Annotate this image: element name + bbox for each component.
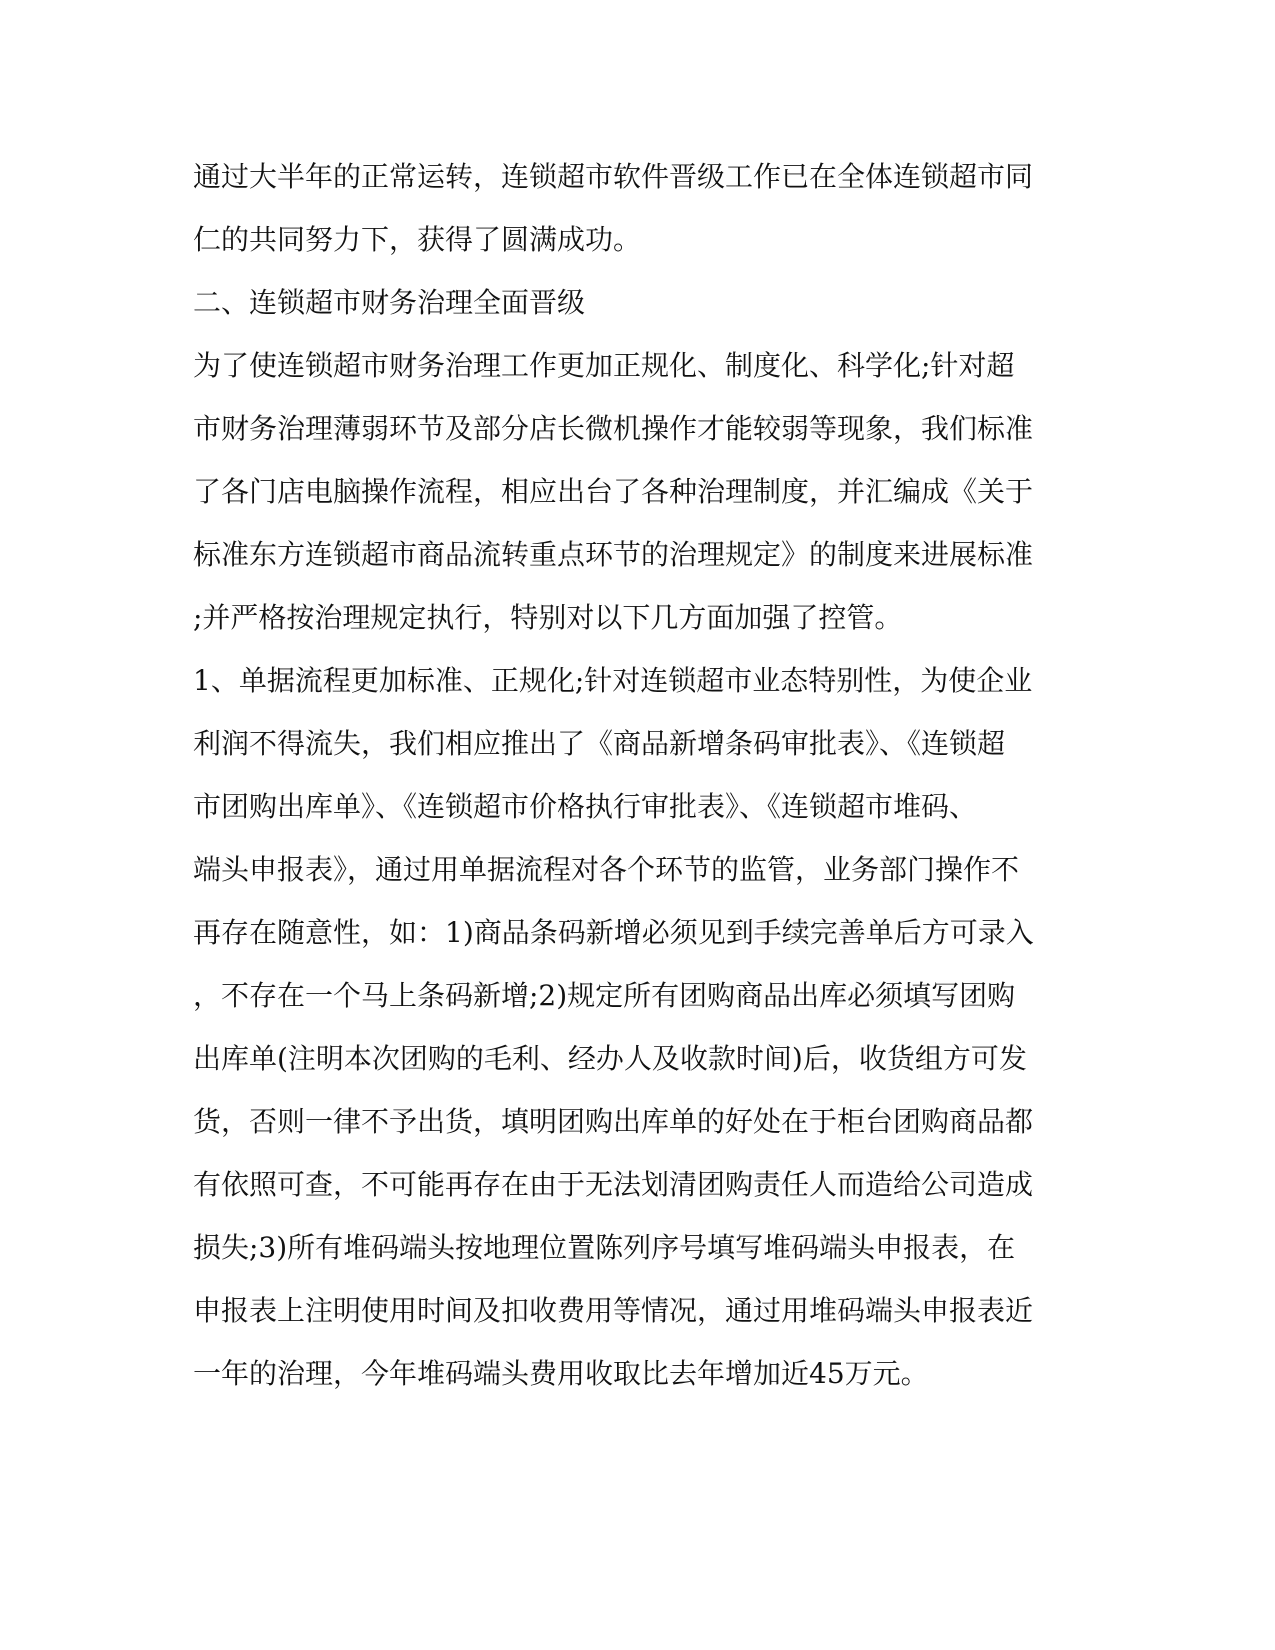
text-line: 端头申报表》，通过用单据流程对各个环节的监管，业务部门操作不	[193, 853, 1020, 886]
text-line: 利润不得流失，我们相应推出了《商品新增条码审批表》、《连锁超	[193, 727, 1006, 760]
text-line: 一年的治理，今年堆码端头费用收取比去年增加近45万元。	[193, 1357, 929, 1390]
text-line: 市财务治理薄弱环节及部分店长微机操作才能较弱等现象，我们标准	[193, 412, 1034, 445]
text-line: 1、单据流程更加标准、正规化;针对连锁超市业态特别性，为使企业	[193, 664, 1033, 697]
text-line: 仁的共同努力下，获得了圆满成功。	[193, 223, 642, 256]
text-line: 通过大半年的正常运转，连锁超市软件晋级工作已在全体连锁超市同	[193, 160, 1034, 193]
text-line: ;并严格按治理规定执行，特别对以下几方面加强了控管。	[193, 601, 903, 634]
text-line: ，不存在一个马上条码新增;2)规定所有团购商品出库必须填写团购	[193, 979, 1016, 1012]
text-line: 货，否则一律不予出货，填明团购出库单的好处在于柜台团购商品都	[193, 1105, 1034, 1138]
text-line: 损失;3)所有堆码端头按地理位置陈列序号填写堆码端头申报表，在	[193, 1231, 1016, 1264]
text-line: 了各门店电脑操作流程，相应出台了各种治理制度，并汇编成《关于	[193, 475, 1034, 508]
text-line: 标准东方连锁超市商品流转重点环节的治理规定》的制度来进展标准	[193, 538, 1034, 571]
text-line: 再存在随意性，如：1)商品条码新增必须见到手续完善单后方可录入	[193, 916, 1034, 949]
text-line: 出库单(注明本次团购的毛利、经办人及收款时间)后，收货组方可发	[193, 1042, 1027, 1075]
text-line: 为了使连锁超市财务治理工作更加正规化、制度化、科学化;针对超	[193, 349, 1015, 382]
text-line: 市团购出库单》、《连锁超市价格执行审批表》、《连锁超市堆码、	[193, 790, 978, 823]
text-line: 申报表上注明使用时间及扣收费用等情况，通过用堆码端头申报表近	[193, 1294, 1034, 1327]
text-line: 有依照可查，不可能再存在由于无法划清团购责任人而造给公司造成	[193, 1168, 1034, 1201]
section-heading: 二、连锁超市财务治理全面晋级	[193, 286, 586, 319]
